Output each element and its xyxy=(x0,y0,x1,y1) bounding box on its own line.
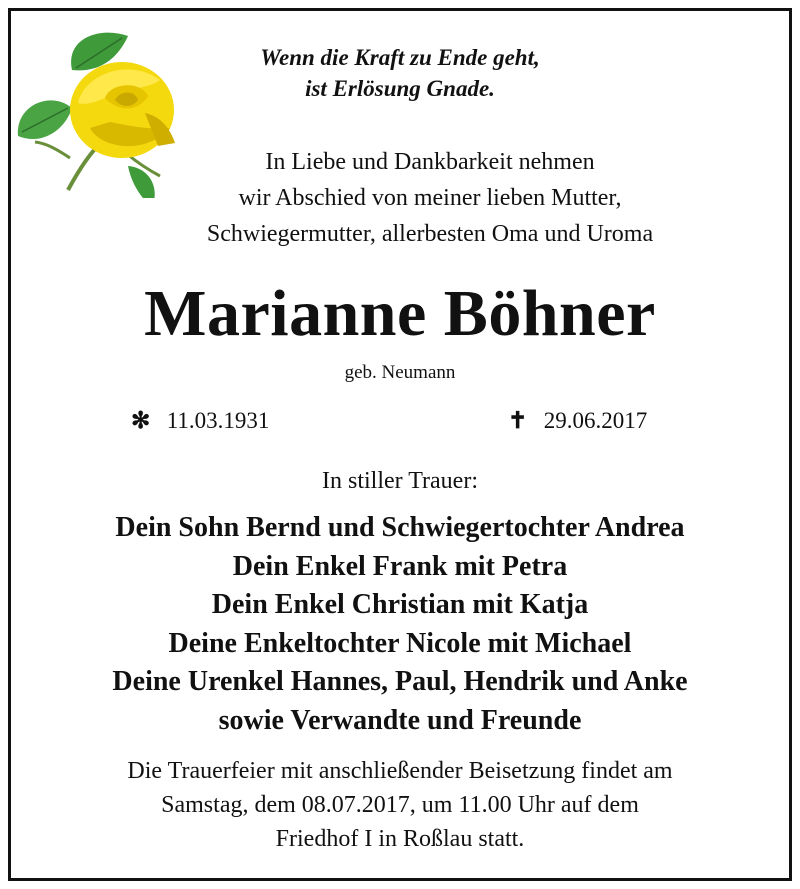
death-date xyxy=(508,407,647,435)
birth-date xyxy=(131,407,269,435)
mourner-line: Dein Sohn Bernd und Schwiegertochter Andrea xyxy=(115,512,685,543)
mourner-line: Deine Enkeltochter Nicole mit Michael xyxy=(168,627,632,659)
service-line: Samstag, dem 08.07.2017, um 11.00 Uhr auf dem xyxy=(161,792,639,818)
service-line: Die Trauerfeier mit anschließender Beisetzung findet am xyxy=(127,758,673,784)
birth-date-value: 11.03.1931 xyxy=(166,408,270,433)
intro-text xyxy=(95,144,765,252)
motto-verse xyxy=(170,42,630,104)
intro-line: wir Abschied von meiner lieben Mutter, xyxy=(238,185,622,211)
mourner-line: sowie Verwandte und Freunde xyxy=(218,704,582,736)
intro-line: Schwiegermutter, allerbesten Oma und Uroma xyxy=(206,221,654,247)
star-icon: ✻ xyxy=(131,408,151,433)
deceased-name: Marianne Böhner xyxy=(144,277,656,350)
mourner-line: Dein Enkel Frank mit Petra xyxy=(232,550,568,582)
service-details xyxy=(0,754,800,856)
intro-line: In Liebe und Dankbarkeit nehmen xyxy=(265,149,595,175)
maiden-name: geb. Neumann xyxy=(344,362,456,383)
motto-line: ist Erlösung Gnade. xyxy=(305,76,495,101)
service-line: Friedhof I in Roßlau statt. xyxy=(275,826,525,852)
mourners-list xyxy=(0,509,800,740)
mourning-heading: In stiller Trauer: xyxy=(322,468,478,494)
mourner-line: Deine Urenkel Hannes, Paul, Hendrik und Anke xyxy=(112,666,688,697)
mourner-line: Dein Enkel Christian mit Katja xyxy=(211,589,589,620)
cross-icon: ✝ xyxy=(508,408,528,433)
death-date-value: 29.06.2017 xyxy=(543,408,648,433)
motto-line: Wenn die Kraft zu Ende geht, xyxy=(260,45,540,70)
